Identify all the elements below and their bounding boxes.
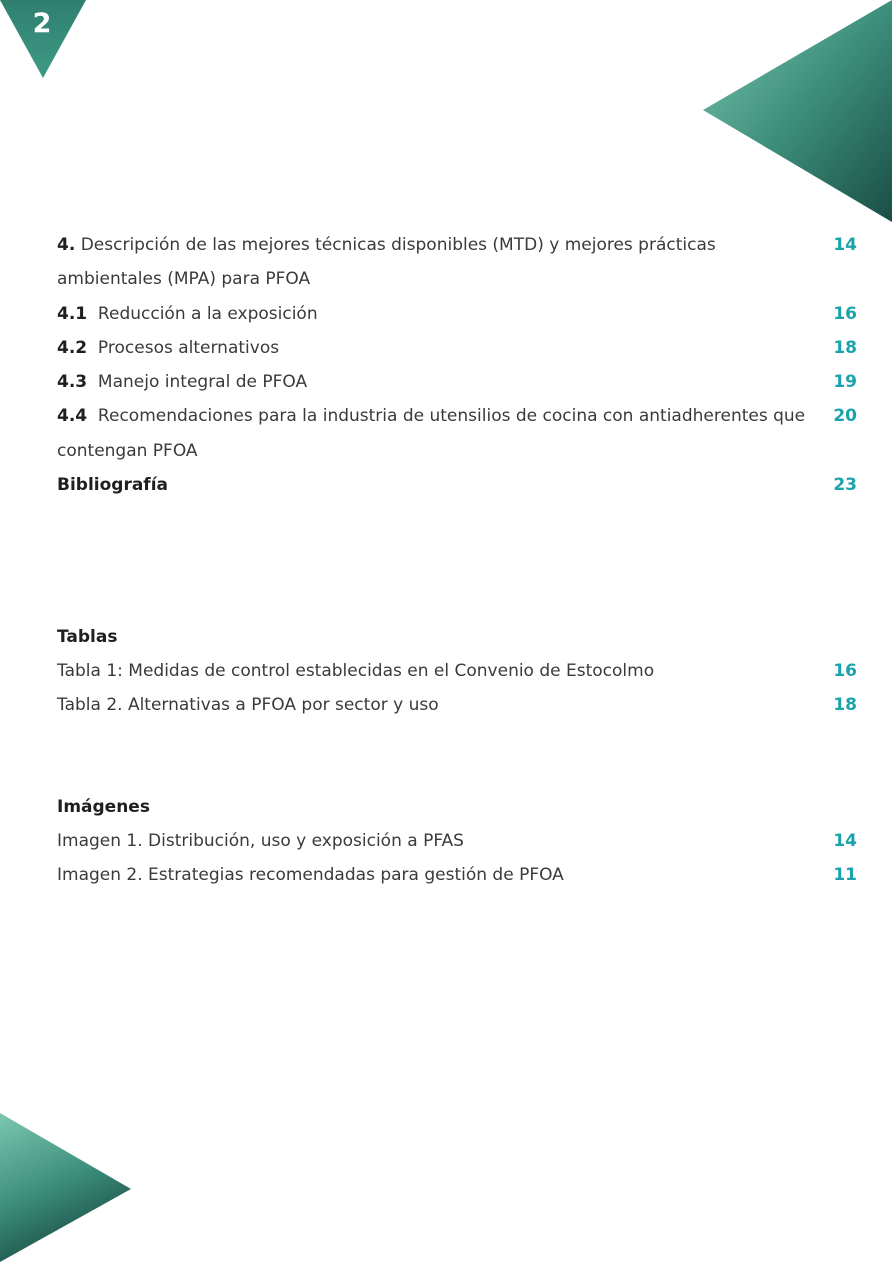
image-list-label: Imagen 1. Distribución, uso y exposición a PFAS: [57, 831, 464, 851]
table-list-label: Tabla 2. Alternativas a PFOA por sector y uso: [57, 695, 439, 715]
toc-entry-number: 4.3: [57, 372, 88, 393]
toc-entry-label: Descripción de las mejores técnicas disponibles (MTD) y mejores prácticas ambientales (MPA) para PFOA: [57, 235, 716, 290]
image-list-page: 14: [833, 831, 857, 851]
toc-entry-page: 19: [833, 372, 857, 393]
toc-entry-number: 4.4: [57, 406, 88, 427]
images-title: Imágenes: [57, 797, 150, 817]
toc-entry-page: 18: [833, 337, 857, 358]
bibliography-page: 23: [833, 475, 857, 496]
table-list-label: Tabla 1: Medidas de control establecidas en el Convenio de Estocolmo: [57, 661, 655, 681]
toc-entry-label: Recomendaciones para la industria de utensilios de cocina con antiadherentes que contengan PFOA: [57, 406, 811, 461]
toc-entry-4-3[interactable]: [57, 365, 857, 399]
toc-entry-page: 14: [833, 235, 857, 255]
image-list-label: Imagen 2. Estrategias recomendadas para gestión de PFOA: [57, 865, 564, 885]
toc-entry-label: Manejo integral de PFOA: [87, 372, 308, 393]
table-list-page: 16: [833, 661, 857, 681]
bibliography-label: Bibliografía: [57, 475, 169, 496]
toc-entry-4-1[interactable]: [57, 297, 857, 331]
toc-entry-page: 20: [833, 406, 857, 427]
toc-entry-number: 4.: [57, 235, 76, 255]
decorative-triangle-top-right: [700, 0, 892, 222]
images-section: [57, 790, 857, 892]
toc-entry-4-2[interactable]: [57, 331, 857, 365]
toc-entry-label: Procesos alternativos: [87, 337, 280, 358]
image-list-item[interactable]: [57, 858, 857, 892]
tables-section: [57, 620, 857, 722]
table-of-contents: [57, 228, 857, 502]
toc-entry-number: 4.2: [57, 337, 88, 358]
toc-entry-bibliography[interactable]: [57, 468, 857, 502]
toc-entry-page: 16: [833, 303, 857, 324]
toc-entry-4-4[interactable]: [57, 399, 857, 468]
decorative-triangle-bottom-left: [0, 1113, 134, 1262]
image-list-item[interactable]: [57, 824, 857, 858]
tables-title: Tablas: [57, 627, 118, 647]
toc-entry-label: Reducción a la exposición: [87, 303, 318, 324]
toc-entry-4[interactable]: [57, 228, 857, 297]
table-list-item[interactable]: [57, 654, 857, 688]
image-list-page: 11: [833, 865, 857, 885]
toc-entry-number: 4.1: [57, 303, 88, 324]
table-list-page: 18: [833, 695, 857, 715]
table-list-item[interactable]: [57, 688, 857, 722]
page-number: 2: [32, 8, 52, 39]
